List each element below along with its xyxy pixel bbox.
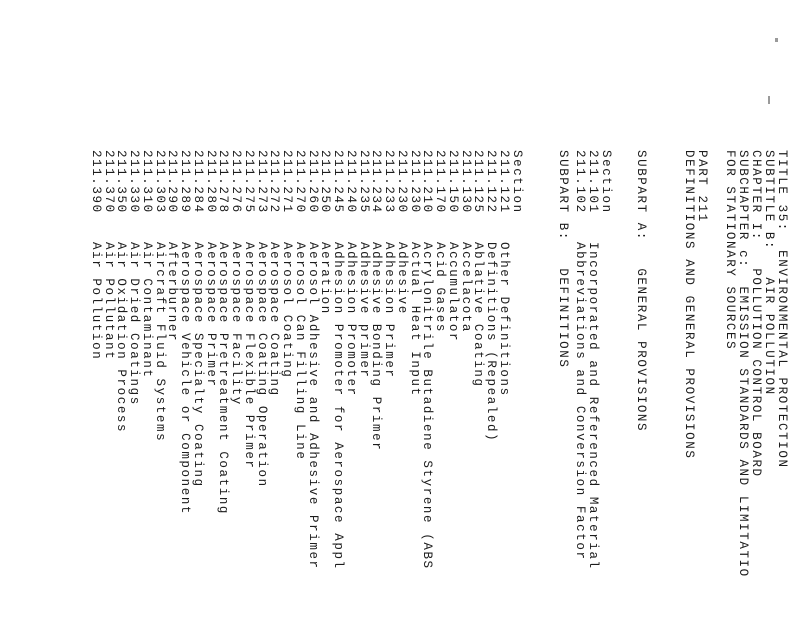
scan-speck bbox=[775, 38, 778, 42]
section-number: 211.390 bbox=[89, 150, 103, 214]
section-number: 211.278 bbox=[216, 150, 231, 214]
section-title: Aerospace Coating Operation bbox=[254, 242, 269, 488]
subpart-b-heading: SUBPART B: DEFINITIONS bbox=[556, 150, 570, 369]
section-number: 211.275 bbox=[242, 150, 256, 214]
section-title: Aerospace Facility bbox=[229, 242, 244, 406]
section-title: Adhesive bbox=[395, 242, 409, 315]
section-number: 211.121 bbox=[497, 150, 511, 214]
section-number: 211.234 bbox=[369, 150, 384, 214]
section-number: 211.240 bbox=[344, 150, 358, 214]
subpart-a-heading: SUBPART A: GENERAL PROVISIONS bbox=[634, 150, 648, 433]
section-number: 211.310 bbox=[140, 150, 154, 214]
section-number: 211.235 bbox=[356, 150, 371, 214]
subtitle-line: SUBTITLE B: AIR POLLUTION bbox=[762, 150, 776, 396]
chapter-line: CHAPTER I: POLLUTION CONTROL BOARD bbox=[749, 150, 763, 478]
section-number: 211.270 bbox=[293, 150, 307, 214]
section-title: Aeration bbox=[318, 242, 333, 315]
section-title: Aerospace Specialty Coating bbox=[191, 242, 205, 488]
section-number: 211.250 bbox=[318, 150, 333, 214]
section-number: 211.101 bbox=[586, 150, 600, 214]
section-title: Aerospace Coating bbox=[267, 242, 282, 397]
section-number: 211.260 bbox=[305, 150, 320, 214]
section-title: Accumulator bbox=[446, 242, 460, 343]
section-number: 211.122 bbox=[484, 150, 499, 214]
section-title: Actual Heat Input bbox=[407, 242, 422, 397]
section-number: 211.350 bbox=[114, 150, 129, 214]
section-number: 211.150 bbox=[446, 150, 460, 214]
part-number: PART 211 bbox=[695, 150, 709, 223]
section-title: Ablative Coating bbox=[471, 242, 486, 388]
section-title: Aerospace Flexible Primer bbox=[242, 242, 256, 470]
scan-speck bbox=[768, 96, 770, 104]
section-title: Adhesive Bonding Primer bbox=[369, 242, 384, 452]
section-title: Air Dried Coatings bbox=[127, 242, 142, 406]
section-number: 211.272 bbox=[267, 150, 282, 214]
section-number: 211.170 bbox=[433, 150, 448, 214]
part-title: DEFINITIONS AND GENERAL PROVISIONS bbox=[682, 150, 696, 460]
section-title: Acid Gases bbox=[433, 242, 448, 334]
section-number: 211.210 bbox=[420, 150, 435, 214]
section-title: Aerosol Coating bbox=[280, 242, 295, 379]
subchapter-continued-line: FOR STATIONARY SOURCES bbox=[723, 150, 737, 351]
section-title: Aerospace Vehicle or Component bbox=[178, 242, 193, 516]
section-number: 211.230 bbox=[407, 150, 422, 214]
section-title: Air Contaminant bbox=[140, 242, 154, 379]
section-number: 211.330 bbox=[127, 150, 142, 214]
section-number: 211.102 bbox=[573, 150, 588, 214]
section-title: Aerosol Adhesive and Adhesive Primer bbox=[305, 242, 320, 570]
section-title: Abbreviations and Conversion Factor bbox=[573, 242, 588, 561]
section-title: Aerospace Pretreatment Coating bbox=[216, 242, 231, 516]
section-number: 211.245 bbox=[331, 150, 346, 214]
section-title: Air Pollution bbox=[89, 242, 103, 361]
section-number: 211.370 bbox=[101, 150, 116, 214]
section-number: 211.276 bbox=[229, 150, 244, 214]
section-title: Definitions (Repealed) bbox=[484, 242, 499, 443]
section-title: Other Definitions bbox=[497, 242, 511, 397]
subchapter-line: SUBCHAPTER c: EMISSION STANDARDS AND LIMITATIO bbox=[736, 150, 750, 578]
section-title: Accelacota bbox=[458, 242, 473, 334]
section-title: Aerosol Can Filling Line bbox=[293, 242, 307, 461]
section-number: 211.290 bbox=[165, 150, 180, 214]
section-number: 211.230 bbox=[395, 150, 409, 214]
section-number: 211.284 bbox=[191, 150, 205, 214]
subpart-a-section-label: Section bbox=[599, 150, 613, 214]
subpart-b-section-label: Section bbox=[510, 150, 524, 214]
section-number: 211.289 bbox=[178, 150, 193, 214]
section-title: Air Oxidation Process bbox=[114, 242, 129, 434]
section-title: Aircraft Fluid Systems bbox=[152, 242, 167, 443]
section-number: 211.271 bbox=[280, 150, 295, 214]
title-line: TITLE 35: ENVIRONMENTAL PROTECTION bbox=[775, 150, 789, 469]
section-number: 211.273 bbox=[254, 150, 269, 214]
section-title: Adhesive primer bbox=[356, 242, 371, 379]
section-title: Aerospace Primer bbox=[203, 242, 218, 388]
section-number: 211.303 bbox=[152, 150, 167, 214]
section-title: Acrylonitrile Butadiene Styrene (ABS bbox=[420, 242, 435, 570]
section-title: Adhesion Promoter bbox=[344, 242, 358, 397]
section-title: Air Pollutant bbox=[101, 242, 116, 361]
section-number: 211.125 bbox=[471, 150, 486, 214]
section-number: 211.233 bbox=[382, 150, 397, 214]
section-title: Adhesion Primer bbox=[382, 242, 397, 379]
section-title: Adhesion Promoter for Aerospace Appl bbox=[331, 242, 346, 570]
section-number: 211.130 bbox=[458, 150, 473, 214]
section-title: Afterburner bbox=[165, 242, 180, 343]
section-title: Incorporated and Referenced Material bbox=[586, 242, 600, 570]
section-number: 211.280 bbox=[203, 150, 218, 214]
